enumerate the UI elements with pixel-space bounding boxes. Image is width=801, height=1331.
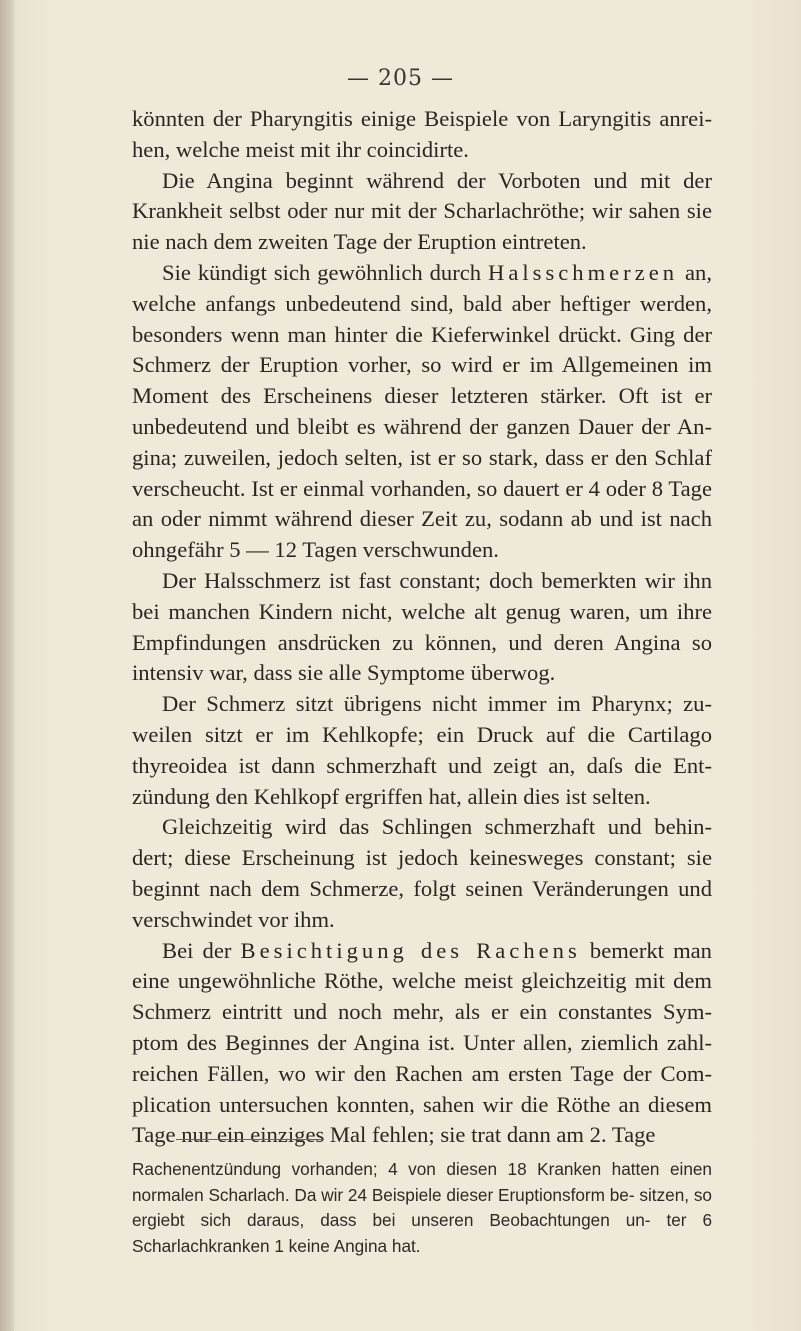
footnote-separator [176,1139,324,1140]
paragraph-6: Gleichzeitig wird das Schlingen schmerzhaft und behin- dert; diese Erscheinung ist jedoch keinesweges constant; sie beginnt nach dem Schmerze, folgt seinen Veränderungen und verschwindet vor ihm. [132,814,712,932]
page-number: — 205 — [347,66,454,91]
paragraph-7-rest: bemerkt man eine ungewöhnliche Röthe, welche meist gleichzeitig mit dem Schmerz eintritt und noch mehr, als er ein constantes Sym- ptom des Beginnes der Angina ist. Unter allen, ziemlich zahl- reichen Fällen, wo wir den Rachen am ersten Tage der Com- plication untersuchen konnten, sahen wir die Röthe an diesem Tage nur ein einziges Mal fehlen; sie trat dann am 2. Tage [132,937,712,1148]
emphasis-besichtigung: Besichtigung des Rachens [240,937,581,963]
paragraph-1: könnten der Pharyngitis einige Beispiele von Laryngitis anrei- hen, welche meist mit ihr coincidirte. [132,106,712,162]
footnote [132,1157,712,1259]
paragraph-5: Der Schmerz sitzt übrigens nicht immer im Pharynx; zu- weilen sitzt er im Kehlkopfe; ein Druck auf die Cartilago thyreoidea ist dann schmerzhaft und zeigt an, daſs die Ent- zündung den Kehlkopf ergriffen hat, allein dies ist selten. [132,691,712,809]
footnote-text: Rachenentzündung vorhanden; 4 von diesen 18 Kranken hatten einen normalen Scharlach. Da wir 24 Beispiele dieser Eruptionsform be- sitzen, so ergiebt sich daraus, dass bei unseren Beobachtungen un- ter 6 Scharlachkranken 1 keine Angina hat. [132,1159,712,1256]
body-text [132,104,712,1151]
emphasis-halsschmerzen: Halsschmerzen [488,259,679,285]
book-spine-shadow [0,0,14,1331]
paragraph-3-start: Sie kündigt sich gewöhnlich durch [162,259,489,285]
paragraph-7 [132,936,712,1152]
paragraph-7-start: Bei der [162,937,241,963]
paragraph-2: Die Angina beginnt während der Vorboten und mit der Krankheit selbst oder nur mit der Scharlachröthe; wir sahen sie nie nach dem zweiten Tage der Eruption eintreten. [132,167,712,255]
paragraph-3-rest: an, welche anfangs unbedeutend sind, bald aber heftiger werden, besonders wenn man hinter die Kieferwinkel drückt. Ging der Schmerz der Eruption vorher, so wird er im Allgemeinen im Moment des Erscheinens dieser letzteren stärker. Oft ist er unbedeutend und bleibt es während der ganzen Dauer der An- gina; zuweilen, jedoch selten, ist er so stark, dass er den Schlaf verscheucht. Ist er einmal vorhanden, so dauert er 4 oder 8 Tage an oder nimmt während dieser Zeit zu, sodann ab und ist nach ohngefähr 5 — 12 Tagen verschwunden. [132,259,712,563]
paragraph-4: Der Halsschmerz ist fast constant; doch bemerkten wir ihn bei manchen Kindern nicht, welche alt genug waren, um ihre Empfindungen ansdrücken zu können, und deren Angina so intensiv war, dass sie alle Symptome überwog. [132,567,712,686]
paragraph-3 [132,258,712,566]
